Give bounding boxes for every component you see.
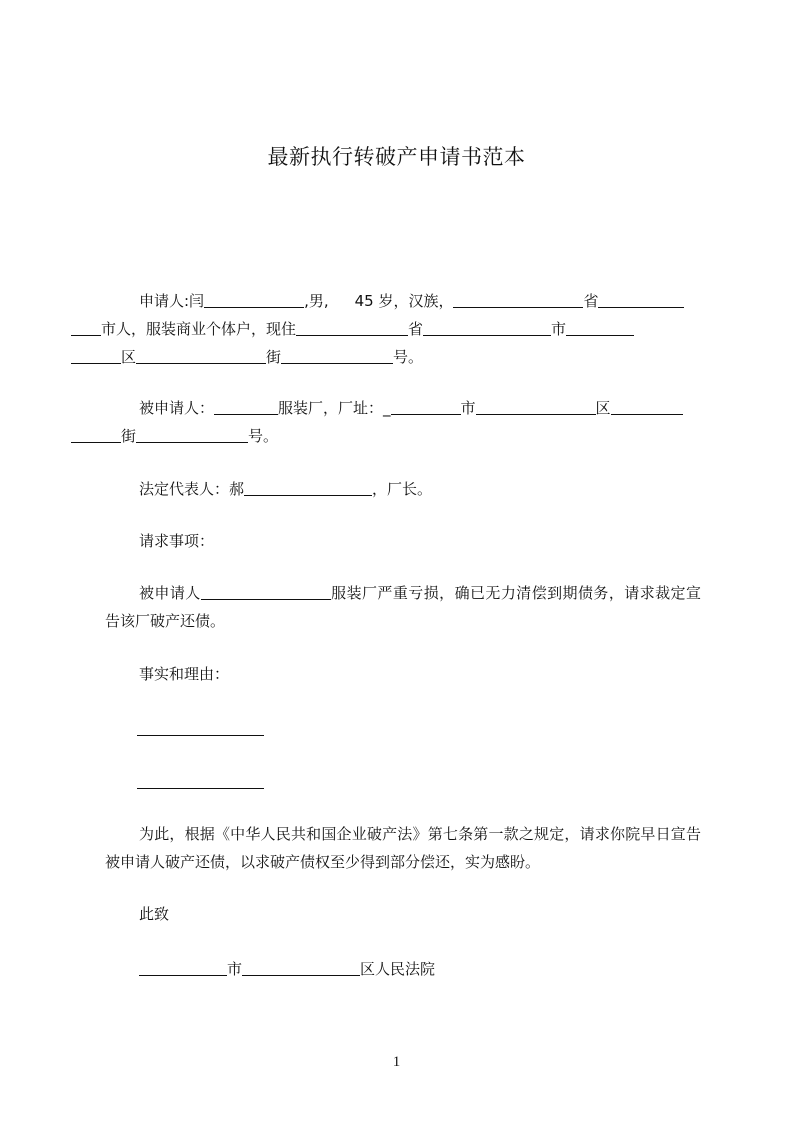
applicant-paragraph: 申请人:闫 ,男, 45 岁，汉族， 省 市人，服装商业个体户，现住 省 市 区 街 号。	[105, 287, 701, 371]
blank-line	[611, 398, 683, 415]
page-number: 1	[392, 1054, 401, 1070]
conclusion-paragraph: 为此，根据《中华人民共和国企业破产法》第七条第一款之规定，请求你院早日宣告被申请人破产还债，以求破产债权至少得到部分偿还，实为感盼。	[105, 825, 701, 871]
blank-line	[137, 735, 264, 736]
blank-line	[391, 398, 461, 415]
blank-line	[566, 319, 634, 336]
blank-line	[242, 959, 360, 976]
blank-line	[453, 291, 583, 308]
request-heading: 请求事项：	[139, 532, 215, 550]
blank-line	[136, 426, 248, 443]
blank-line	[71, 426, 121, 443]
blank-line	[423, 319, 551, 336]
blank-line	[476, 398, 596, 415]
blank-line	[244, 479, 372, 496]
respondent-paragraph: 被申请人： 服装厂，厂址：_ 市 区 街 号。	[105, 394, 701, 450]
blank-line	[136, 347, 266, 364]
blank-line	[201, 583, 331, 600]
blank-line	[71, 319, 101, 336]
blank-line	[137, 788, 264, 789]
facts-heading: 事实和理由：	[139, 665, 230, 683]
blank-line	[281, 347, 393, 364]
blank-line	[204, 291, 304, 308]
blank-line	[214, 398, 278, 415]
blank-line	[296, 319, 408, 336]
blank-line	[139, 959, 227, 976]
closing-salutation: 此致	[139, 905, 170, 923]
blank-line	[598, 291, 684, 308]
legal-rep-paragraph: 法定代表人：郝 ，厂长。	[139, 480, 433, 498]
document-title: 最新执行转破产申请书范本	[267, 145, 526, 169]
request-paragraph: 被申请人 服装厂严重亏损，确已无力清偿到期债务，请求裁定宣告该厂破产还债。	[105, 584, 701, 630]
blank-line	[71, 347, 121, 364]
court-line: 市 区人民法院	[105, 955, 701, 983]
